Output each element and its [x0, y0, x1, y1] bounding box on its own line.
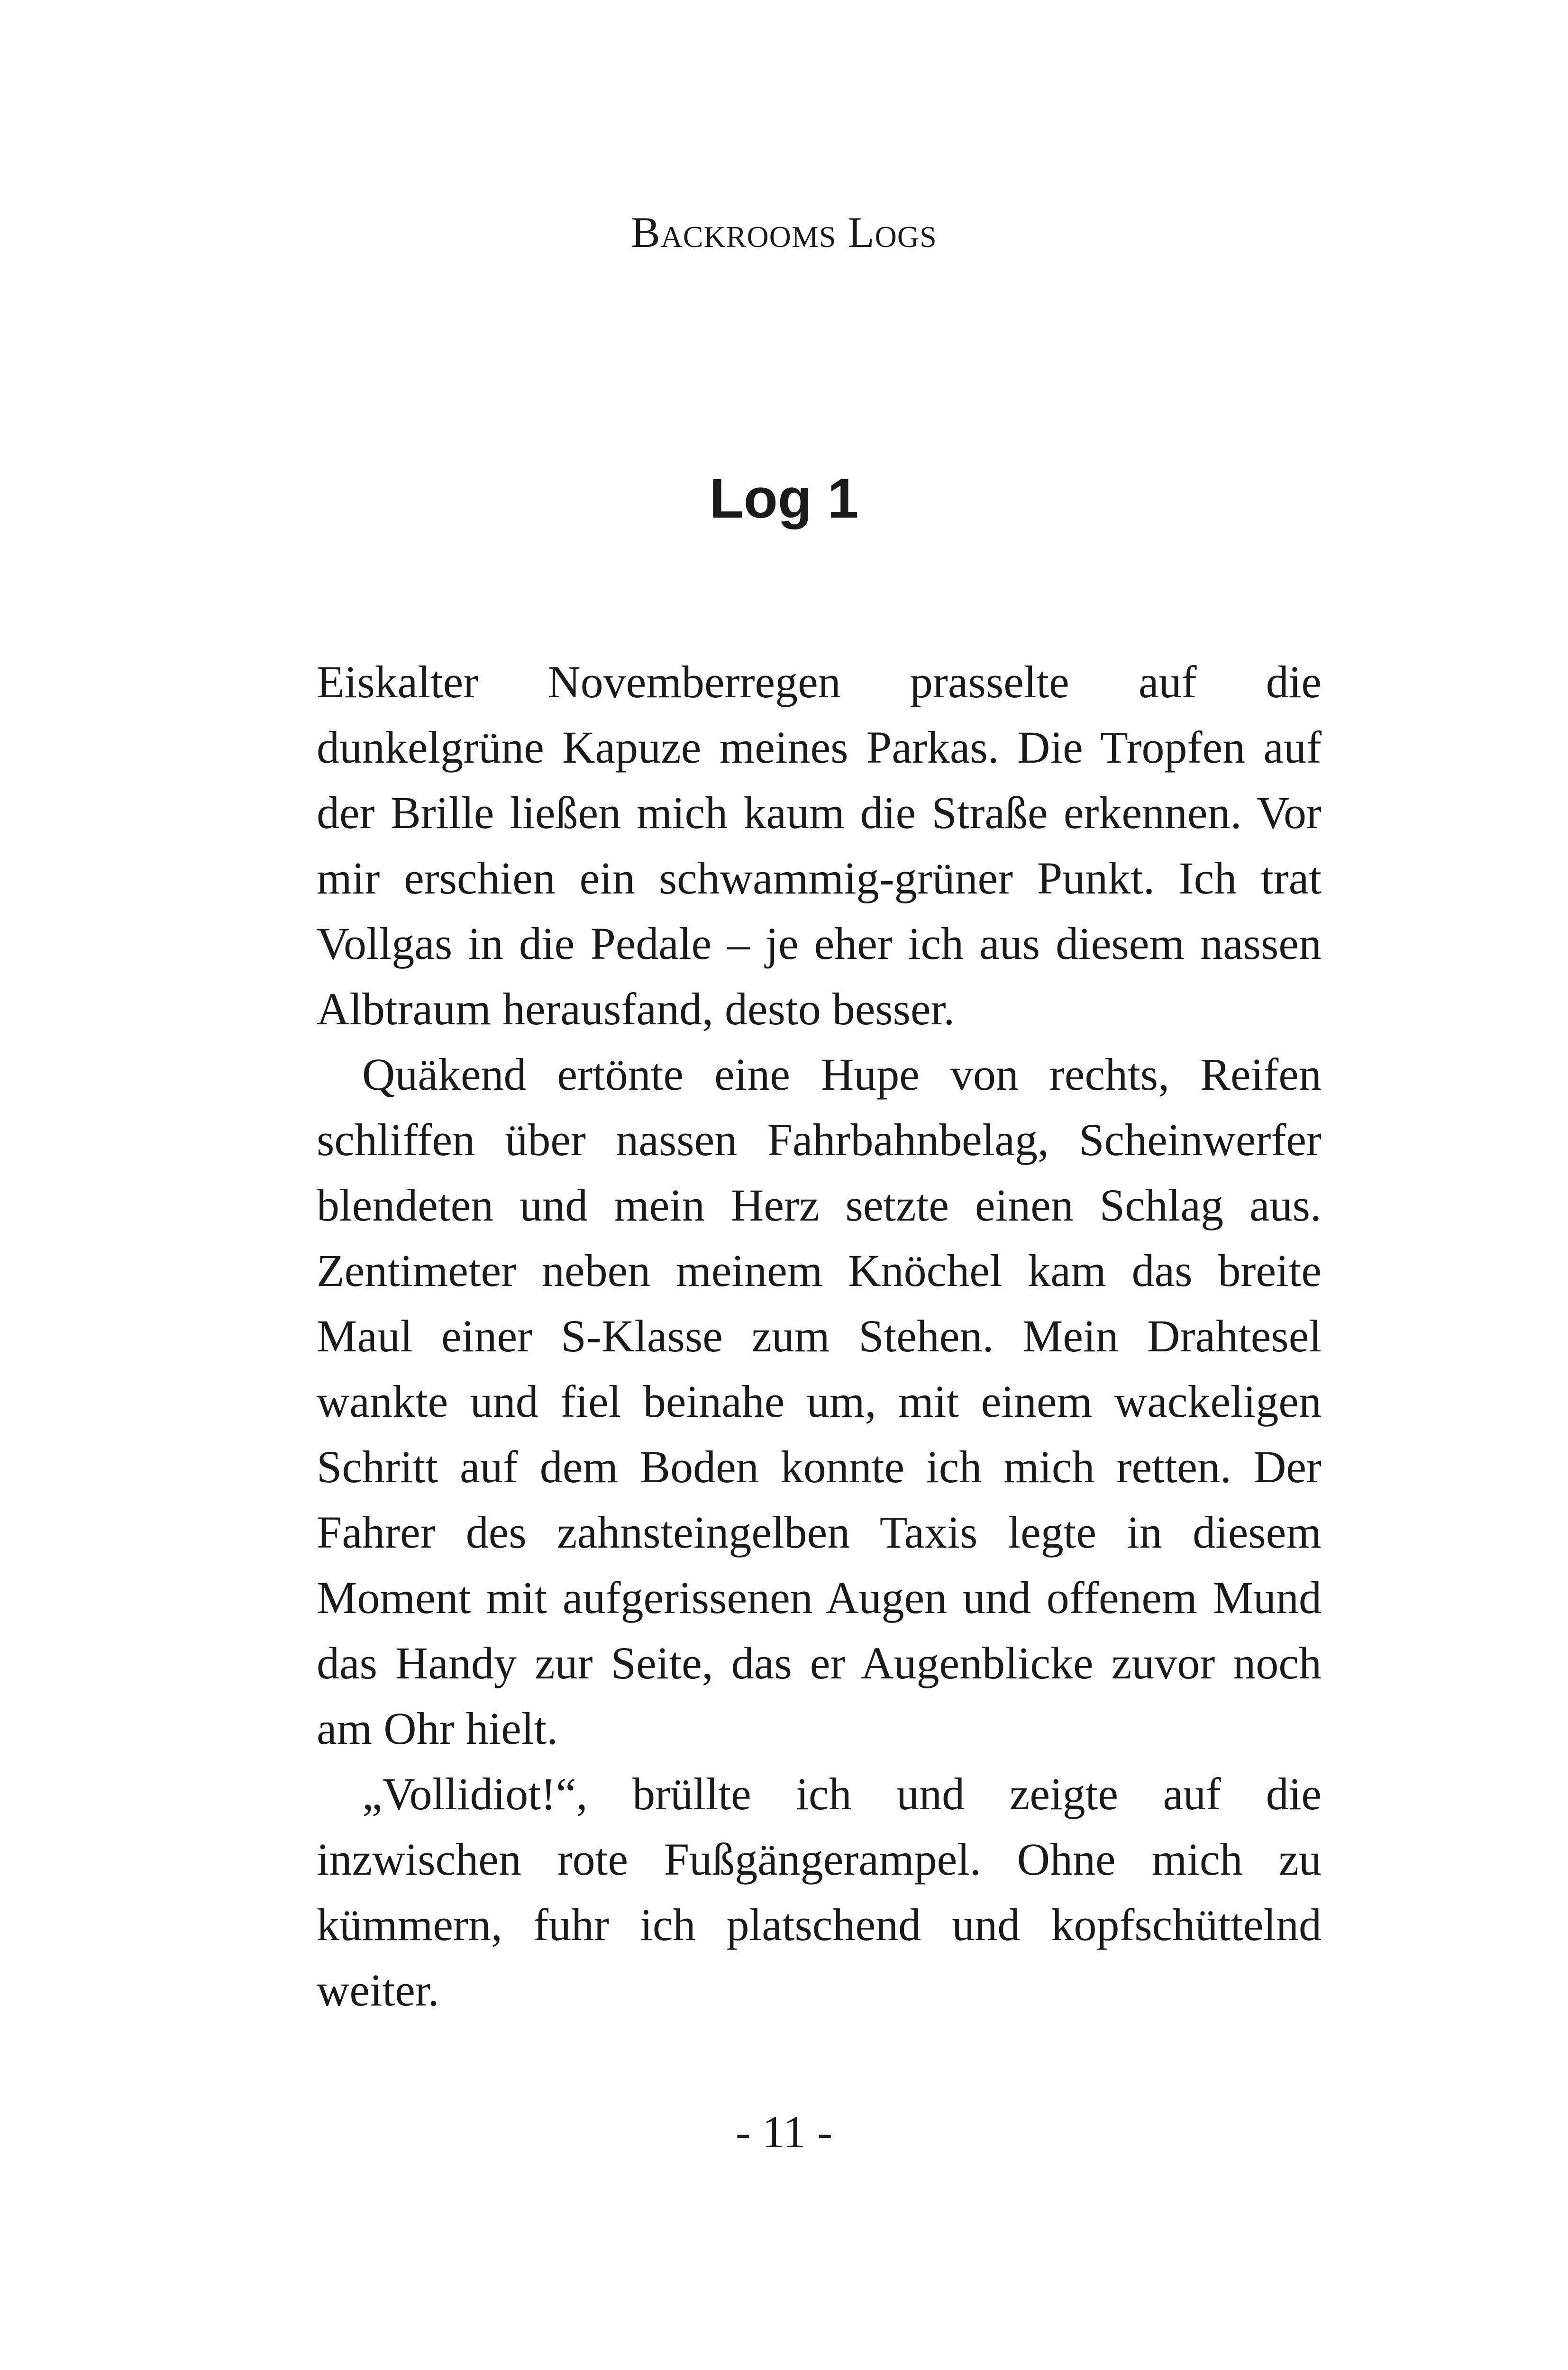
- paragraph-1: Eiskalter Novemberregen prasselte auf die dunkelgrüne Kapuze meines Parkas. Die Tropfen auf der Brille ließen mich kaum die Straße erkennen. Vor mir erschien ein schwammig-grüner Punkt. Ich trat Vollgas in die Pedale – je eher ich aus diesem nassen Albtraum herausfand, desto besser.: [317, 656, 1322, 1034]
- paragraph-3: „Vollidiot!“, brüllte ich und zeigte auf die inzwischen rote Fußgängerampel. Ohne mich zu kümmern, fuhr ich platschend und kopfschüttelnd weiter.: [317, 1768, 1322, 2015]
- paragraph-2: Quäkend ertönte eine Hupe von rechts, Reifen schliffen über nassen Fahrbahnbelag, Scheinwerfer blendeten und mein Herz setzte einen Schlag aus. Zentimeter neben meinem Knöchel kam das breite Maul einer S-Klasse zum Stehen. Mein Drahtesel wankte und fiel beinahe um, mit einem wackeligen Schritt auf dem Boden konnte ich mich retten. Der Fahrer des zahnsteingelben Taxis legte in diesem Moment mit aufgerissenen Augen und offenem Mund das Handy zur Seite, das er Augenblicke zuvor noch am Ohr hielt.: [317, 1049, 1322, 1754]
- page-number: - 11 -: [735, 2106, 833, 2157]
- chapter-body: [317, 649, 1322, 2023]
- chapter-title: Log 1: [709, 467, 859, 530]
- running-header: Backrooms Logs: [631, 208, 937, 256]
